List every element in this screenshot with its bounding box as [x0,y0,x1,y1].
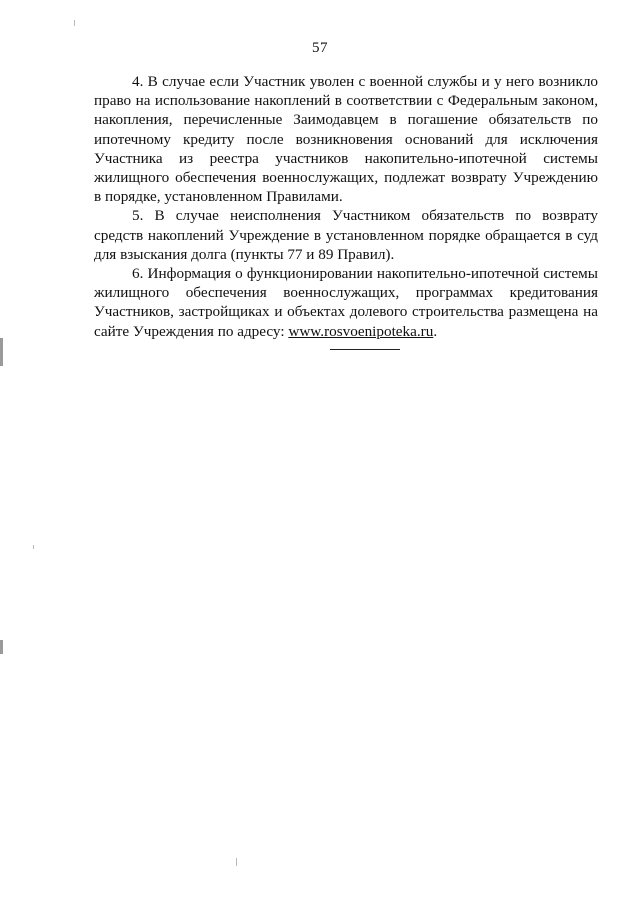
scan-edge-mark [0,338,3,366]
scan-speck [33,545,34,549]
document-body [94,72,598,341]
scan-speck [236,858,237,866]
scan-edge-mark [0,640,3,654]
paragraph-5: 5. В случае неисполнения Участником обязательств по возврату средств накоплений Учреждение в установленном порядке обращается в суд для взыскания долга (пункты 77 и 89 Правил). [94,207,598,263]
paragraph-6 [94,264,598,341]
end-separator-line [330,349,400,350]
paragraph-4: 4. В случае если Участник уволен с военной службы и у него возникло право на использование накоплений в соответствии с Федеральным законом, накопления, перечисленные Заимодавцем в погашение обязательств по ипотечному кредиту после возникновения оснований для исключения Участника из реестра участников накопительно-ипотечной системы жилищного обеспечения военнослужащих, подлежат возврату Учреждению в порядке, установленном Правилами. [94,73,598,206]
website-link[interactable]: www.rosvoenipoteka.ru [288,322,434,340]
scan-speck [74,20,75,26]
paragraph-6-text: 6. Информация о функционировании накопительно-ипотечной системы жилищного обеспечения военнослужащих, программах кредитования Участников, застройщиках и объектах долевого строительства размещена на сайте Учреждения по адресу: [94,265,598,340]
page-number: 57 [312,40,328,56]
paragraph-6-end: . [433,322,438,340]
